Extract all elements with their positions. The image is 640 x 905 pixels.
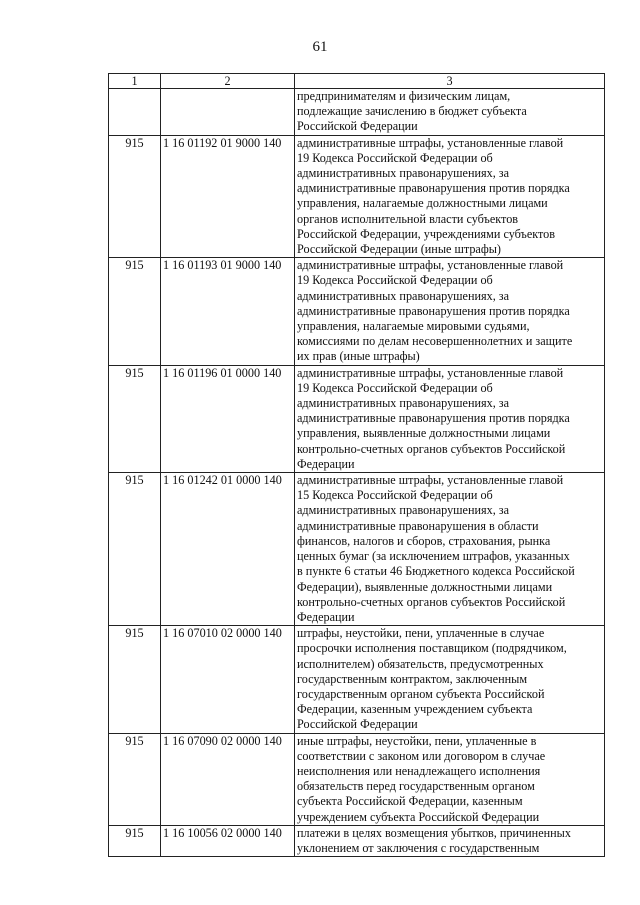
description-line: Федерации (297, 456, 355, 471)
description-line: Федерации), выявленные должностными лицами (297, 579, 553, 594)
description-line: учреждением субъекта Российской Федерации (297, 809, 540, 824)
description-line: административные штрафы, установленные главой (297, 365, 564, 380)
income-codes-table (108, 73, 605, 857)
table-row (109, 733, 605, 825)
description-line: субъекта Российской Федерации, казенным (297, 794, 523, 809)
income-code-cell: 1 16 07010 02 0000 140 (161, 626, 295, 733)
description-line: финансов, налогов и сборов, страхования, рынка (297, 533, 551, 548)
description-line: обязательств перед государственным органом (297, 779, 535, 794)
description-line: административные штрафы, установленные главой (297, 258, 564, 273)
description-line: административных правонарушениях, за (297, 166, 510, 181)
income-code-cell (161, 89, 295, 136)
description-cell (295, 135, 605, 258)
description-line: государственным органом субъекта Российской (297, 686, 545, 701)
table-header-row (109, 74, 605, 89)
description-line: административные правонарушения против порядка (297, 181, 570, 196)
description-line: платежи в целях возмещения убытков, причиненных (297, 825, 571, 840)
description-line: административные правонарушения против порядка (297, 303, 570, 318)
description-cell (295, 733, 605, 825)
admin-code-cell: 915 (109, 626, 161, 733)
table-row (109, 135, 605, 258)
table-row (109, 89, 605, 136)
admin-code-cell (109, 89, 161, 136)
description-cell (295, 825, 605, 856)
description-line: административные правонарушения в области (297, 518, 539, 533)
admin-code-cell: 915 (109, 473, 161, 626)
description-line: управления, налагаемые мировыми судьями, (297, 319, 530, 334)
admin-code-cell: 915 (109, 825, 161, 856)
admin-code-cell: 915 (109, 258, 161, 365)
description-line: Российской Федерации (297, 119, 418, 134)
description-line: подлежащие зачислению в бюджет субъекта (297, 104, 527, 119)
description-line: в пункте 6 статьи 46 Бюджетного кодекса Российской (297, 564, 575, 579)
description-line: 19 Кодекса Российской Федерации об (297, 150, 493, 165)
description-line: 19 Кодекса Российской Федерации об (297, 273, 493, 288)
description-line: контрольно-счетных органов субъектов Российской (297, 441, 566, 456)
admin-code-cell: 915 (109, 365, 161, 472)
description-line: административных правонарушениях, за (297, 396, 510, 411)
description-line: управления, выявленные должностными лицами (297, 426, 551, 441)
admin-code-cell: 915 (109, 135, 161, 258)
description-line: административных правонарушениях, за (297, 503, 510, 518)
page-number: 61 (312, 39, 328, 55)
description-cell (295, 258, 605, 365)
description-line: 15 Кодекса Российской Федерации об (297, 488, 493, 503)
column-header-2: 2 (161, 74, 295, 89)
admin-code-cell: 915 (109, 733, 161, 825)
description-line: органов исполнительной власти субъектов (297, 211, 519, 226)
income-code-cell: 1 16 10056 02 0000 140 (161, 825, 295, 856)
description-line: Российской Федерации (297, 717, 418, 732)
description-line: иные штрафы, неустойки, пени, уплаченные в (297, 733, 537, 748)
description-line: административные штрафы, установленные главой (297, 135, 564, 150)
column-header-1: 1 (109, 74, 161, 89)
description-line: уклонением от заключения с государственным (297, 840, 540, 855)
description-line: Российской Федерации, учреждениями субъектов (297, 226, 556, 241)
table-row (109, 365, 605, 472)
income-code-cell: 1 16 01192 01 9000 140 (161, 135, 295, 258)
description-line: предпринимателям и физическим лицам, (297, 89, 511, 103)
description-line: штрафы, неустойки, пени, уплаченные в случае (297, 626, 545, 641)
description-line: административные правонарушения против порядка (297, 411, 570, 426)
description-line: комиссиями по делам несовершеннолетних и защите (297, 334, 573, 349)
description-cell (295, 365, 605, 472)
description-cell (295, 626, 605, 733)
description-cell (295, 89, 605, 136)
description-line: Федерации (297, 609, 355, 624)
description-line: 19 Кодекса Российской Федерации об (297, 380, 493, 395)
table-row (109, 626, 605, 733)
column-header-3: 3 (295, 74, 605, 89)
description-line: ценных бумаг (за исключением штрафов, указанных (297, 549, 570, 564)
description-line: неисполнения или ненадлежащего исполнения (297, 763, 541, 778)
description-line: соответствии с законом или договором в случае (297, 748, 546, 763)
table-body (109, 89, 605, 857)
description-line: просрочки исполнения поставщиком (подрядчиком, (297, 641, 567, 656)
income-code-cell: 1 16 07090 02 0000 140 (161, 733, 295, 825)
description-line: государственным контрактом, заключенным (297, 671, 528, 686)
income-code-cell: 1 16 01193 01 9000 140 (161, 258, 295, 365)
table-row (109, 473, 605, 626)
description-line: административных правонарушениях, за (297, 288, 510, 303)
description-line: управления, налагаемые должностными лицами (297, 196, 548, 211)
description-line: административные штрафы, установленные главой (297, 473, 564, 488)
table-row (109, 258, 605, 365)
description-line: исполнителем) обязательств, предусмотренных (297, 656, 544, 671)
description-line: их прав (иные штрафы) (297, 349, 420, 364)
income-code-cell: 1 16 01196 01 0000 140 (161, 365, 295, 472)
income-code-cell: 1 16 01242 01 0000 140 (161, 473, 295, 626)
description-line: Российской Федерации (иные штрафы) (297, 242, 501, 257)
table-row (109, 825, 605, 856)
description-line: контрольно-счетных органов субъектов Российской (297, 594, 566, 609)
description-cell (295, 473, 605, 626)
description-line: Федерации, казенным учреждением субъекта (297, 702, 533, 717)
